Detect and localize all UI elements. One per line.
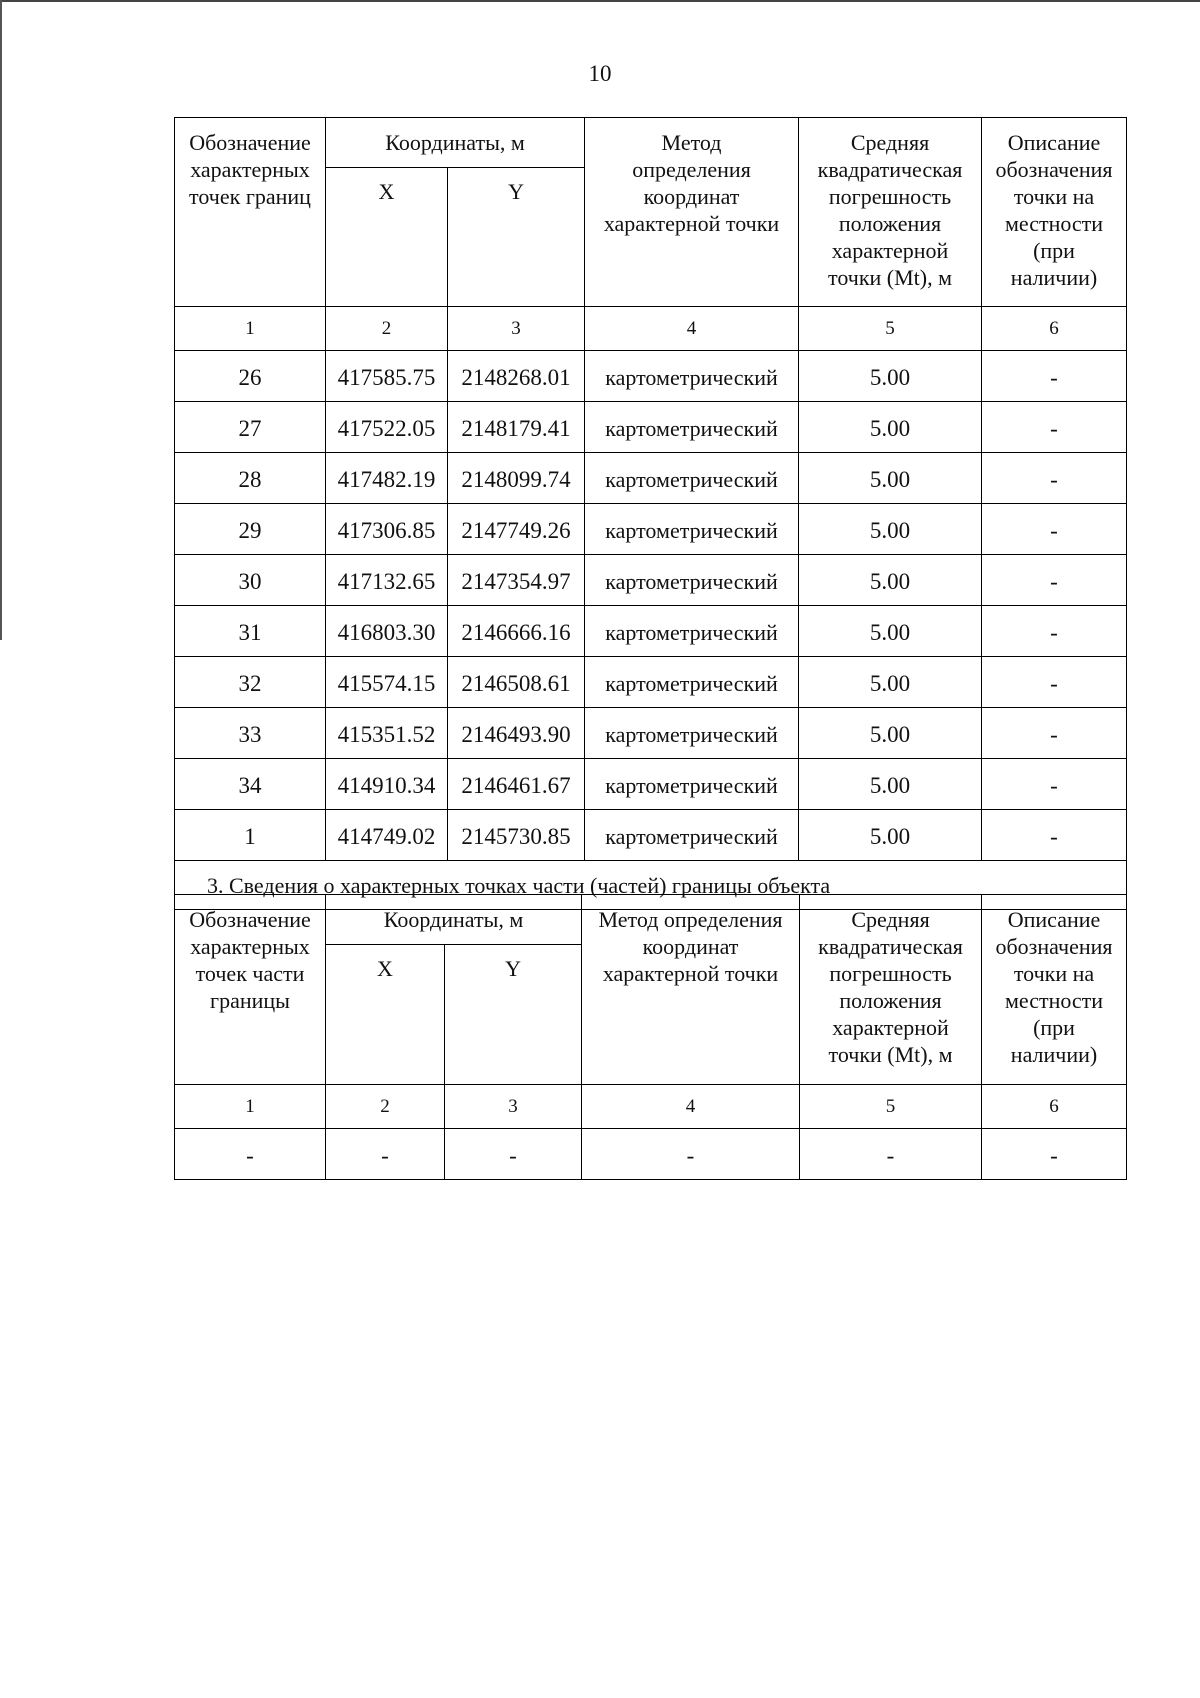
cell-y: 2147354.97 [448,555,585,606]
cell-x: 417482.19 [326,453,448,504]
column-number: 2 [326,1085,445,1129]
column-numbers-row [175,1085,1127,1129]
header-text: точки (Mt), м [828,265,953,290]
cell-error: 5.00 [799,606,982,657]
cell-x: 417132.65 [326,555,448,606]
header-text: положения [839,988,942,1013]
header-text: погрешность [829,961,952,986]
cell-method: картометрический [585,504,799,555]
cell-point: 26 [175,351,326,402]
page-number: 10 [588,61,612,86]
header-text: местности [1004,211,1104,236]
table-row [175,1129,1127,1180]
header-text: точки на [1013,184,1095,209]
cell-description: - [982,351,1127,402]
header-y: Y [445,945,582,1085]
cell-point: 1 [175,810,326,861]
header-description [982,895,1127,1085]
scan-top-edge [0,0,1200,2]
header-text: Описание [1007,130,1101,155]
header-text: характерной точки [603,211,780,236]
cell-description: - [982,606,1127,657]
table-row [175,555,1127,606]
header-text: квадратическая [817,157,963,182]
header-mean-error [800,895,982,1085]
column-number: 2 [326,307,448,351]
cell-point: 33 [175,708,326,759]
header-text: обозначения [995,934,1113,959]
cell-description: - [982,1129,1127,1180]
table-row [175,504,1127,555]
cell-x: 414749.02 [326,810,448,861]
cell-x: 417522.05 [326,402,448,453]
header-text: обозначения [995,157,1113,182]
header-text: погрешность [828,184,952,209]
column-number: 4 [585,307,799,351]
header-text: характерных [190,934,310,959]
header-text: квадратическая [818,934,963,959]
header-text: (при [1033,238,1075,263]
cell-method: картометрический [585,453,799,504]
table-row [175,453,1127,504]
cell-x: 415351.52 [326,708,448,759]
header-point-designation [175,895,326,1085]
table-row [175,402,1127,453]
cell-error: 5.00 [799,453,982,504]
header-text: точки (Mt), м [828,1042,953,1067]
header-text: границы [210,988,290,1013]
header-text: Средняя [851,907,930,932]
header-coordinates: Координаты, м [326,118,585,168]
table-row [175,657,1127,708]
table-row [175,708,1127,759]
header-text: (при [1033,1015,1075,1040]
cell-y: 2148179.41 [448,402,585,453]
cell-error: 5.00 [799,504,982,555]
cell-method: картометрический [585,759,799,810]
header-y: Y [448,168,585,307]
cell-error: 5.00 [799,759,982,810]
cell-x: 417585.75 [326,351,448,402]
cell-description: - [982,657,1127,708]
cell-y: 2148268.01 [448,351,585,402]
column-number: 1 [175,1085,326,1129]
cell-method: картометрический [585,402,799,453]
cell-description: - [982,810,1127,861]
header-text: определения [632,157,751,182]
header-mean-error [799,118,982,307]
header-text: наличии) [1010,1042,1098,1067]
cell-y: 2147749.26 [448,504,585,555]
cell-point: - [175,1129,326,1180]
table-row [175,759,1127,810]
table-row [175,351,1127,402]
header-text: Метод определения [598,907,783,932]
column-numbers-row [175,307,1127,351]
cell-method: картометрический [585,708,799,759]
cell-x: 417306.85 [326,504,448,555]
cell-method: картометрический [585,810,799,861]
header-text: координат [643,184,740,209]
boundary-points-table [174,117,1127,910]
cell-error: 5.00 [799,708,982,759]
table-header-row [175,895,1127,945]
cell-point: 31 [175,606,326,657]
cell-y: 2146493.90 [448,708,585,759]
cell-error: 5.00 [799,351,982,402]
header-text: характерной точки [602,961,779,986]
cell-error: 5.00 [799,810,982,861]
header-text: точки на [1013,961,1095,986]
section-title: 3. Сведения о характерных точках части (частей) границы объекта [175,861,1127,910]
cell-point: 32 [175,657,326,708]
header-text: характерной [831,238,949,263]
cell-point: 29 [175,504,326,555]
cell-description: - [982,708,1127,759]
header-x: X [326,168,448,307]
header-coordinates: Координаты, м [326,895,582,945]
cell-y: 2146508.61 [448,657,585,708]
header-text: положения [838,211,942,236]
cell-point: 30 [175,555,326,606]
table-header-row [175,118,1127,168]
column-number: 4 [582,1085,800,1129]
header-text: характерной [832,1015,949,1040]
cell-description: - [982,453,1127,504]
cell-y: 2145730.85 [448,810,585,861]
column-number: 3 [445,1085,582,1129]
header-text: Метод [661,130,722,155]
cell-x: 415574.15 [326,657,448,708]
cell-error: 5.00 [799,555,982,606]
cell-description: - [982,759,1127,810]
column-number: 1 [175,307,326,351]
header-text: координат [642,934,739,959]
column-number: 3 [448,307,585,351]
header-description [982,118,1127,307]
table-row [175,810,1127,861]
column-number: 5 [800,1085,982,1129]
column-number: 6 [982,1085,1127,1129]
cell-y: 2146461.67 [448,759,585,810]
header-text: характерных [190,157,310,182]
header-method [582,895,800,1085]
cell-y: 2146666.16 [448,606,585,657]
cell-error: 5.00 [799,402,982,453]
header-text: точек границ [189,184,311,209]
header-text: точек части [195,961,305,986]
header-text: Обозначение [189,130,311,155]
header-text: Описание [1007,907,1101,932]
cell-point: 34 [175,759,326,810]
cell-description: - [982,504,1127,555]
cell-y: - [445,1129,582,1180]
cell-method: картометрический [585,555,799,606]
header-text: Обозначение [189,907,311,932]
cell-point: 28 [175,453,326,504]
cell-y: 2148099.74 [448,453,585,504]
cell-x: - [326,1129,445,1180]
column-number: 6 [982,307,1127,351]
cell-error: 5.00 [799,657,982,708]
cell-point: 27 [175,402,326,453]
cell-x: 414910.34 [326,759,448,810]
cell-method: - [582,1129,800,1180]
cell-method: картометрический [585,657,799,708]
cell-description: - [982,555,1127,606]
cell-error: - [800,1129,982,1180]
header-text: Средняя [850,130,930,155]
table-row [175,606,1127,657]
scan-left-edge [0,0,2,640]
header-method [585,118,799,307]
part-boundary-points-table [174,894,1127,1180]
cell-x: 416803.30 [326,606,448,657]
cell-method: картометрический [585,606,799,657]
header-text: наличии) [1010,265,1098,290]
column-number: 5 [799,307,982,351]
cell-description: - [982,402,1127,453]
header-text: местности [1004,988,1104,1013]
header-point-designation [175,118,326,307]
cell-method: картометрический [585,351,799,402]
header-x: X [326,945,445,1085]
